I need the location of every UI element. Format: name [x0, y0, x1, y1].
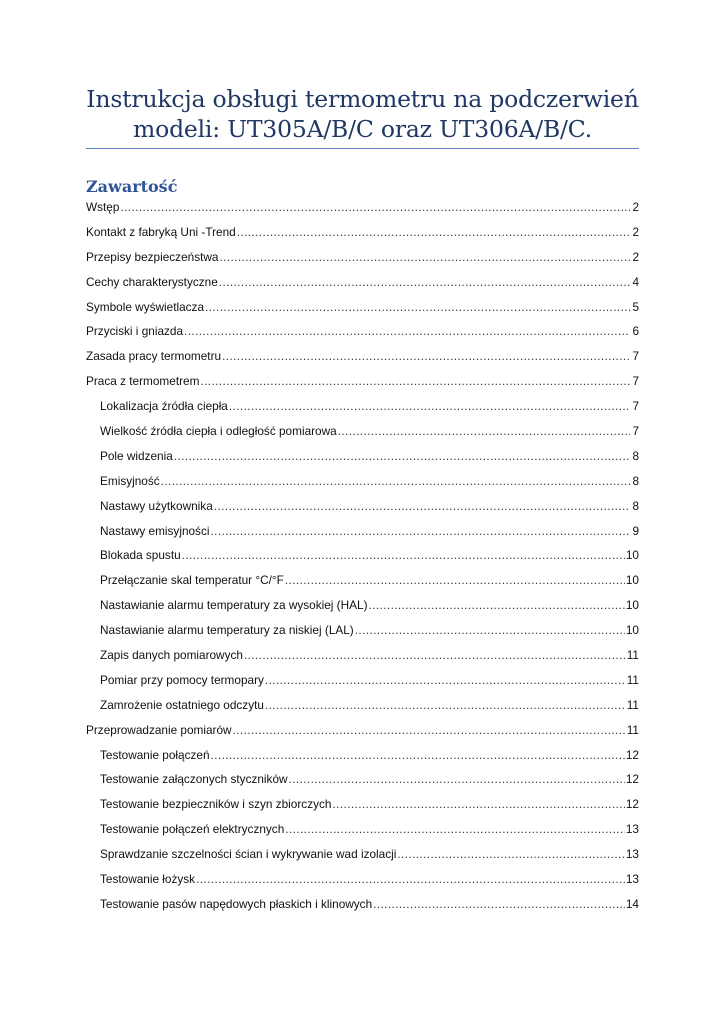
toc-entry[interactable]: [86, 225, 639, 250]
toc-entry-page-number[interactable]: 9: [632, 523, 639, 538]
toc-entry-title[interactable]: Cechy charakterystyczne: [86, 274, 218, 289]
toc-entry-page-number[interactable]: 11: [626, 697, 639, 712]
toc-entry-page-number[interactable]: 10: [625, 548, 639, 563]
toc-entry-title[interactable]: Praca z termometrem: [86, 374, 200, 389]
toc-entry-page-number[interactable]: 13: [625, 847, 639, 862]
toc-dot-leader: [265, 673, 626, 687]
toc-entry-page-number[interactable]: 6: [632, 324, 639, 339]
toc-entry-page-number[interactable]: 10: [625, 573, 639, 588]
toc-dot-leader: [182, 548, 625, 562]
toc-entry[interactable]: [86, 324, 639, 349]
toc-entry-page-number[interactable]: 8: [632, 448, 639, 463]
toc-entry-title[interactable]: Testowanie łożysk: [100, 872, 196, 887]
toc-entry[interactable]: [86, 897, 639, 922]
toc-dot-leader: [369, 598, 625, 612]
toc-entry-title[interactable]: Zamrożenie ostatniego odczytu: [100, 697, 264, 712]
toc-dot-leader: [289, 772, 625, 786]
toc-entry[interactable]: [86, 449, 639, 474]
toc-heading: Zawartość: [86, 177, 178, 196]
document-title: [86, 84, 639, 144]
toc-entry-page-number[interactable]: 11: [626, 722, 639, 737]
toc-entry-page-number[interactable]: 2: [632, 249, 639, 264]
toc-entry[interactable]: [86, 524, 639, 549]
toc-dot-leader: [219, 250, 630, 264]
toc-entry[interactable]: [86, 847, 639, 872]
toc-entry-title[interactable]: Symbole wyświetlacza: [86, 299, 205, 314]
toc-entry-page-number[interactable]: 8: [632, 498, 639, 513]
toc-entry-page-number[interactable]: 10: [625, 623, 639, 638]
toc-dot-leader: [219, 275, 630, 289]
toc-entry-title[interactable]: Przeprowadzanie pomiarów: [86, 722, 232, 737]
toc-dot-leader: [205, 300, 630, 314]
toc-entry-page-number[interactable]: 8: [632, 473, 639, 488]
toc-entry-title[interactable]: Testowanie pasów napędowych płaskich i klinowych: [100, 896, 373, 911]
toc-dot-leader: [174, 449, 630, 463]
toc-entry-page-number[interactable]: 11: [626, 672, 639, 687]
toc-entry-title[interactable]: Przyciski i gniazda: [86, 324, 184, 339]
toc-entry-title[interactable]: Nastawy emisyjności: [100, 523, 210, 538]
toc-entry[interactable]: [86, 623, 639, 648]
toc-entry-title[interactable]: Wstęp: [86, 200, 120, 214]
toc-entry[interactable]: [86, 772, 639, 797]
toc-dot-leader: [120, 200, 630, 214]
toc-entry-title[interactable]: Blokada spustu: [100, 548, 181, 563]
toc-dot-leader: [210, 524, 630, 538]
toc-dot-leader: [355, 623, 625, 637]
toc-dot-leader: [332, 797, 624, 811]
toc-entry-page-number[interactable]: 13: [625, 822, 639, 837]
toc-entry-page-number[interactable]: 7: [632, 374, 639, 389]
toc-entry-title[interactable]: Nastawianie alarmu temperatury za wysokiej (HAL): [100, 598, 368, 613]
toc-entry-title[interactable]: Testowanie połączeń elektrycznych: [100, 822, 285, 837]
toc-entry-page-number[interactable]: 2: [632, 224, 639, 239]
toc-dot-leader: [200, 374, 630, 388]
toc-entry-title[interactable]: Testowanie bezpieczników i szyn zbiorczych: [100, 797, 332, 812]
toc-dot-leader: [265, 698, 626, 712]
toc-dot-leader: [285, 822, 625, 836]
title-divider: [86, 148, 639, 149]
toc-entry[interactable]: [86, 698, 639, 723]
toc-entry[interactable]: [86, 548, 639, 573]
toc-entry-title[interactable]: Nastawy użytkownika: [100, 498, 213, 513]
toc-entry[interactable]: [86, 723, 639, 748]
toc-dot-leader: [222, 349, 630, 363]
toc-entry[interactable]: [86, 250, 639, 275]
toc-entry-page-number[interactable]: 2: [632, 200, 639, 214]
toc-entry[interactable]: [86, 822, 639, 847]
toc-dot-leader: [233, 723, 626, 737]
toc-entry[interactable]: [86, 872, 639, 897]
toc-entry[interactable]: [86, 424, 639, 449]
toc-entry[interactable]: [86, 399, 639, 424]
toc-entry-title[interactable]: Nastawianie alarmu temperatury za niskiej (LAL): [100, 623, 354, 638]
toc-dot-leader: [373, 897, 625, 911]
toc-entry-page-number[interactable]: 7: [632, 424, 639, 439]
toc-entry-page-number[interactable]: 14: [625, 896, 639, 911]
toc-dot-leader: [214, 499, 630, 513]
toc-entry-page-number[interactable]: 7: [632, 399, 639, 414]
toc-entry[interactable]: [86, 374, 639, 399]
toc-entry-title[interactable]: Przełączanie skal temperatur °C/°F: [100, 573, 284, 588]
toc-dot-leader: [184, 324, 630, 338]
toc-entry-title[interactable]: Pole widzenia: [100, 448, 173, 463]
toc-entry[interactable]: [86, 748, 639, 773]
toc-entry-title[interactable]: Przepisy bezpieczeństwa: [86, 249, 219, 264]
toc-dot-leader: [196, 872, 625, 886]
document-title-line-2: modeli: UT305A/B/C oraz UT306A/B/C.: [133, 115, 592, 143]
toc-dot-leader: [285, 573, 625, 587]
table-of-contents: [86, 200, 639, 922]
toc-dot-leader: [211, 748, 625, 762]
toc-entry-page-number[interactable]: 11: [626, 648, 639, 663]
toc-entry-title[interactable]: Emisyjność: [100, 473, 160, 488]
toc-entry-title[interactable]: Pomiar przy pomocy termopary: [100, 672, 264, 687]
toc-dot-leader: [229, 399, 630, 413]
toc-entry-title[interactable]: Testowanie załączonych styczników: [100, 772, 288, 787]
toc-dot-leader: [244, 648, 626, 662]
toc-dot-leader: [397, 847, 625, 861]
toc-entry-title[interactable]: Testowanie połączeń: [100, 747, 210, 762]
toc-entry-page-number[interactable]: 4: [632, 274, 639, 289]
toc-entry[interactable]: [86, 275, 639, 300]
toc-entry-title[interactable]: Kontakt z fabryką Uni -Trend: [86, 224, 236, 239]
toc-entry[interactable]: [86, 474, 639, 499]
toc-entry-page-number[interactable]: 7: [632, 349, 639, 364]
toc-entry[interactable]: [86, 349, 639, 374]
toc-entry[interactable]: [86, 200, 639, 225]
toc-entry[interactable]: [86, 573, 639, 598]
toc-entry[interactable]: [86, 499, 639, 524]
document-title-line-1: Instrukcja obsługi termometru na podczerwień: [86, 85, 639, 113]
toc-dot-leader: [161, 474, 630, 488]
toc-entry-page-number[interactable]: 12: [625, 797, 639, 812]
toc-entry-page-number[interactable]: 12: [625, 772, 639, 787]
toc-entry[interactable]: [86, 648, 639, 673]
toc-entry-page-number[interactable]: 13: [625, 872, 639, 887]
toc-dot-leader: [237, 225, 630, 239]
toc-entry-page-number[interactable]: 10: [625, 598, 639, 613]
toc-entry-title[interactable]: Lokalizacja źródła ciepła: [100, 399, 228, 414]
toc-entry-title[interactable]: Zasada pracy termometru: [86, 349, 222, 364]
toc-entry-title[interactable]: Wielkość źródła ciepła i odległość pomiarowa: [100, 424, 337, 439]
toc-dot-leader: [338, 424, 630, 438]
toc-entry-title[interactable]: Sprawdzanie szczelności ścian i wykrywanie wad izolacji: [100, 847, 397, 862]
toc-entry[interactable]: [86, 300, 639, 325]
toc-entry-page-number[interactable]: 12: [625, 747, 639, 762]
toc-entry[interactable]: [86, 797, 639, 822]
toc-entry-title[interactable]: Zapis danych pomiarowych: [100, 648, 243, 663]
toc-entry-page-number[interactable]: 5: [632, 299, 639, 314]
toc-entry[interactable]: [86, 598, 639, 623]
toc-entry[interactable]: [86, 673, 639, 698]
